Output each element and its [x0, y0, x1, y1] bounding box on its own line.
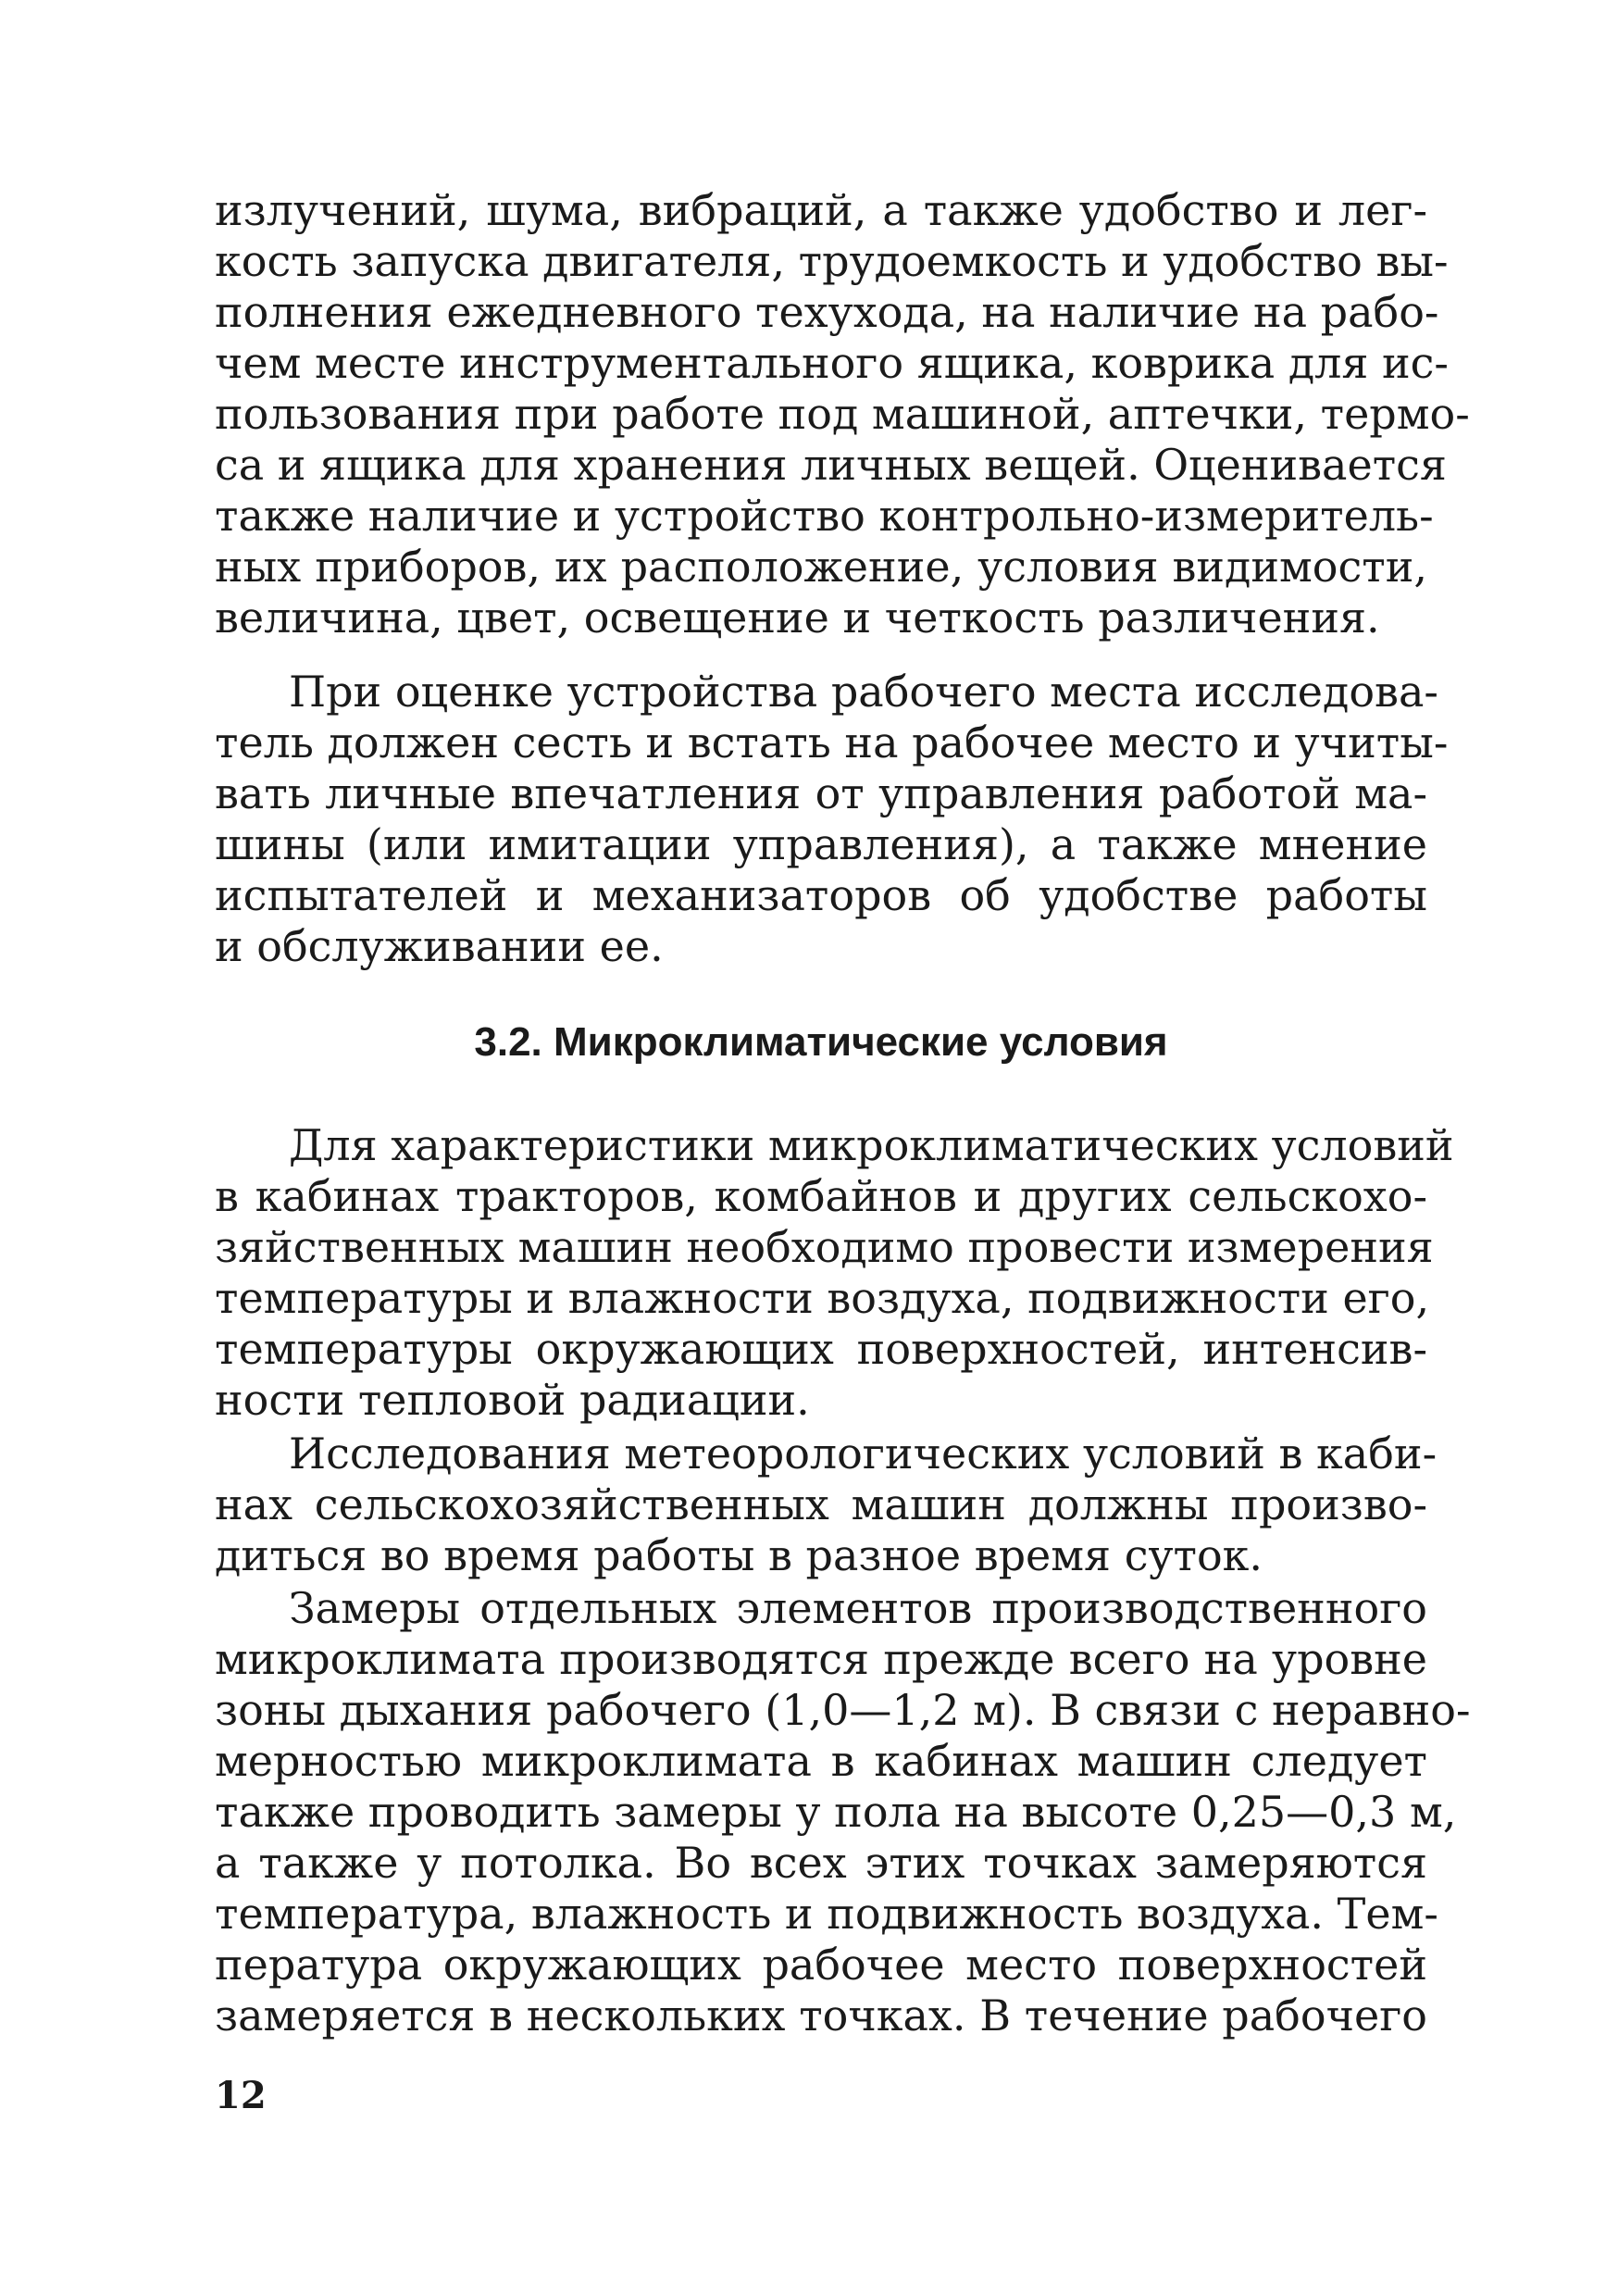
paragraph — [215, 1429, 1438, 1581]
paragraph — [215, 185, 1470, 643]
text-line: тель должен сесть и встать на рабочее место и учиты- — [215, 718, 1449, 767]
text-line: температуры окружающих поверхностей, интенсив- — [215, 1324, 1427, 1374]
text-line: также наличие и устройство контрольно-измеритель- — [215, 491, 1434, 541]
text-line: ности тепловой радиации. — [215, 1375, 810, 1425]
text-line: пература окружающих рабочее место поверхностей — [215, 1940, 1427, 1990]
section-heading: 3.2. Микроклиматические условия — [474, 1019, 1168, 1065]
text-line: вать личные впечатления от управления работой ма- — [215, 768, 1427, 818]
text-line: ных приборов, их расположение, условия видимости, — [215, 542, 1427, 592]
paragraph — [215, 1583, 1471, 2041]
text-line: температура, влажность и подвижность воздуха. Тем- — [215, 1889, 1438, 1939]
text-line: величина, цвет, освещение и четкость различения. — [215, 593, 1380, 643]
text-line: Исследования метеорологических условий в каби- — [289, 1429, 1438, 1479]
text-line: мерностью микроклимата в кабинах машин следует — [215, 1736, 1427, 1786]
text-line: в кабинах тракторов, комбайнов и других сельскохо- — [215, 1171, 1427, 1221]
text-line: чем месте инструментального ящика, коврика для ис- — [215, 338, 1449, 388]
paragraph — [215, 1120, 1454, 1426]
text-line: температуры и влажности воздуха, подвижности его, — [215, 1273, 1430, 1323]
text-line: шины (или имитации управления), а также мнение — [215, 819, 1427, 869]
text-line: замеряется в нескольких точках. В течение рабочего — [215, 1990, 1427, 2040]
text-line: Для характеристики микроклиматических условий — [289, 1120, 1454, 1170]
text-line: полнения ежедневного техухода, на наличие на рабо- — [215, 287, 1439, 337]
text-line: са и ящика для хранения личных вещей. Оценивается — [215, 440, 1447, 490]
text-line: излучений, шума, вибраций, а также удобство и лег- — [215, 185, 1427, 235]
text-line: микроклимата производятся прежде всего на уровне — [215, 1634, 1427, 1684]
paragraph — [215, 667, 1449, 972]
text-line: а также у потолка. Во всех этих точках замеряются — [215, 1838, 1427, 1888]
text-line: испытателей и механизаторов об удобстве работы — [215, 870, 1427, 920]
page-number: 12 — [215, 2074, 267, 2117]
text-line: нах сельскохозяйственных машин должны произво- — [215, 1479, 1427, 1529]
text-line: зяйственных машин необходимо провести измерения — [215, 1222, 1434, 1272]
text-line: и обслуживании ее. — [215, 921, 664, 971]
text-line: пользования при работе под машиной, аптечки, термо- — [215, 389, 1470, 439]
text-line: также проводить замеры у пола на высоте 0,25—0,3 м, — [215, 1787, 1457, 1837]
text-line: кость запуска двигателя, трудоемкость и удобство вы- — [215, 236, 1449, 286]
text-line: Замеры отдельных элементов производственного — [289, 1583, 1427, 1633]
text-line: При оценке устройства рабочего места исследова- — [289, 667, 1438, 717]
text-line: зоны дыхания рабочего (1,0—1,2 м). В связи с неравно- — [215, 1685, 1471, 1735]
text-line: диться во время работы в разное время суток. — [215, 1530, 1263, 1580]
